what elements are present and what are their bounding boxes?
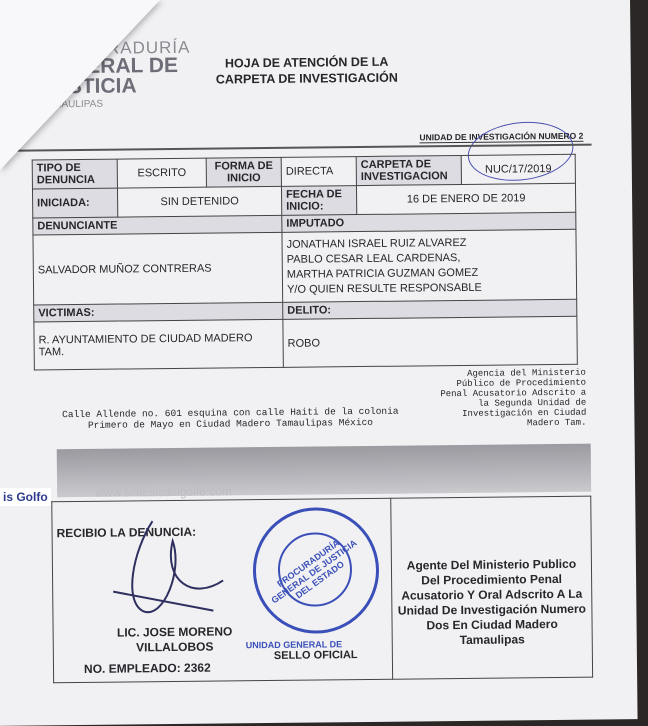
- fecha-label: FECHA DE INICIO:: [281, 186, 356, 216]
- receipt-cell: [52, 498, 393, 683]
- denunciante-value: SALVADOR MUÑOZ CONTRERAS: [33, 232, 283, 305]
- seal-text: PROCURADURÍA GENERAL DE JUSTICIA DEL ESTADO: [269, 537, 359, 606]
- signature-table: [51, 496, 593, 684]
- document-title: [207, 54, 407, 88]
- unidad-stamp: UNIDAD GENERAL DE: [245, 639, 343, 651]
- watermark-text: www.sintesisdelgolfo.com: [95, 484, 232, 500]
- tipo-value: ESCRITO: [117, 158, 206, 188]
- imputado-name: MARTHA PATRICIA GUZMAN GOMEZ: [286, 266, 479, 281]
- iniciada-label: INICIADA:: [32, 188, 117, 218]
- agent-title: Agente Del Ministerio Publico Del Procedimiento Penal Acusatorio Y Oral Adscrito A La Unidad De Investigación Numero Dos En Ciudad Madero Tamaulipas: [391, 496, 593, 679]
- agency-text: Agencia del Ministerio Público de Procedimiento Penal Acusatorio Adscrito a la Segunda Unidad de Investigación en Ciudad Madero Tam.: [440, 367, 587, 429]
- official-seal: [252, 507, 379, 634]
- denunciante-label: DENUNCIANTE: [33, 215, 282, 235]
- handwritten-signature: [92, 510, 233, 621]
- case-form-table: [32, 154, 578, 371]
- victimas-label: VICTIMAS:: [34, 302, 283, 322]
- logo-line: TAMAULIPAS: [41, 98, 104, 111]
- source-logo-badge: is Golfo: [0, 488, 51, 506]
- imputado-label: IMPUTADO: [282, 212, 576, 232]
- folded-page-corner: [0, 0, 160, 170]
- unit-label: UNIDAD DE INVESTIGACIÓN NUMERO 2: [419, 130, 584, 143]
- delito-value: ROBO: [283, 316, 577, 367]
- forma-label: FORMA DE INICIO: [206, 157, 281, 187]
- recibio-label: RECIBIO LA DENUNCIA:: [56, 524, 197, 541]
- logo-line: PROCURADURÍA: [40, 37, 191, 59]
- logo-line: GENERAL DE: [40, 54, 179, 79]
- employee-number: NO. EMPLEADO: 2362: [83, 660, 211, 676]
- imputado-name: JONATHAN ISRAEL RUIZ ALVAREZ: [286, 236, 467, 251]
- victimas-value: R. AYUNTAMIENTO DE CIUDAD MADERO TAM.: [34, 319, 283, 370]
- imputado-name: Y/O QUIEN RESULTE RESPONSABLE: [286, 281, 482, 296]
- title-line: CARPETA DE INVESTIGACIÓN: [215, 70, 398, 87]
- carpeta-value: NUC/17/2019: [461, 154, 575, 184]
- title-line: HOJA DE ATENCIÓN DE LA: [224, 54, 389, 71]
- imputado-name: PABLO CESAR LEAL CARDENAS,: [286, 251, 461, 266]
- delito-label: DELITO:: [283, 299, 577, 319]
- sello-label: SELLO OFICIAL: [273, 649, 358, 662]
- official-name: LIC. JOSE MORENO VILLALOBOS: [116, 624, 233, 655]
- carpeta-label: CARPETA DE INVESTIGACION: [356, 155, 461, 185]
- forma-value: DIRECTA: [281, 157, 356, 187]
- tipo-label: TIPO DE DENUNCIA: [32, 159, 117, 189]
- iniciada-value: SIN DETENIDO: [117, 186, 281, 217]
- imputado-list: [282, 229, 577, 302]
- fecha-value: 16 DE ENERO DE 2019: [356, 183, 575, 214]
- logo-line: JUSTICIA: [40, 74, 137, 99]
- address-text: Calle Allende no. 601 esquina con calle Haiti de la colonia Primero de Mayo en Ciudad Madero Tamaulipas México: [62, 405, 399, 431]
